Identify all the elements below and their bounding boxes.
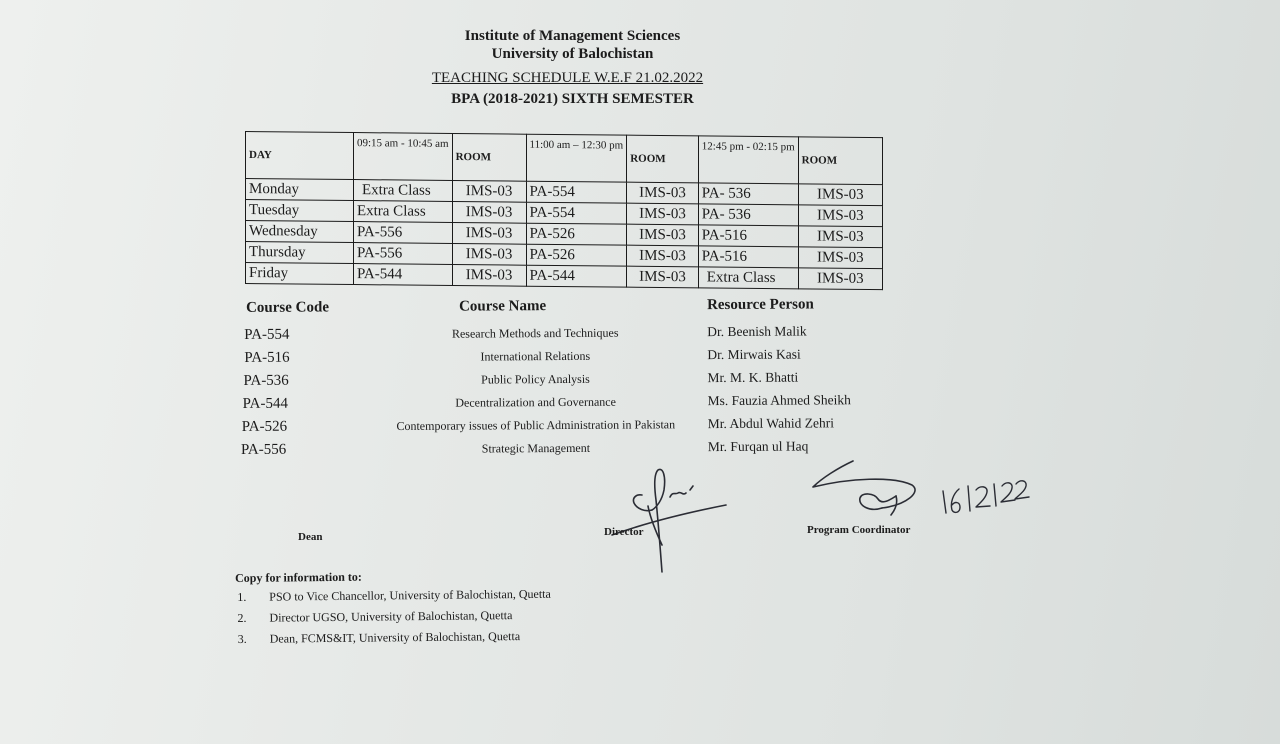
resource-person: Mr. Furqan ul Haq — [707, 438, 809, 455]
slot-cell: PA-544 — [526, 265, 627, 287]
day-cell: Friday — [246, 263, 354, 285]
course-code: PA-516 — [244, 349, 290, 366]
course-code: PA-526 — [241, 418, 288, 435]
copy-item — [236, 628, 596, 653]
slot-cell: PA-556 — [353, 243, 452, 265]
header-room-1: ROOM — [452, 133, 526, 181]
resource-person: Ms. Fauzia Ahmed Sheikh — [707, 392, 851, 409]
course-name: Strategic Management — [481, 440, 591, 456]
course-row — [235, 369, 895, 395]
copy-item-text: PSO to Vice Chancellor, University of Balochistan, Quetta — [269, 586, 551, 604]
room-cell: IMS-03 — [798, 184, 882, 206]
copy-item-text: Director UGSO, University of Balochistan, Quetta — [269, 608, 513, 625]
course-code: PA-536 — [243, 372, 289, 389]
copy-item-text: Dean, FCMS&IT, University of Balochistan, Quetta — [269, 629, 521, 646]
day-cell: Monday — [246, 179, 354, 201]
course-row — [236, 392, 896, 418]
schedule-title: TEACHING SCHEDULE W.E.F 21.02.2022 — [431, 70, 704, 86]
university-name: University of Balochistan — [491, 46, 654, 62]
course-code: PA-554 — [244, 326, 290, 343]
slot-cell: PA-526 — [526, 223, 627, 245]
room-cell: IMS-03 — [452, 243, 526, 265]
header-room-2: ROOM — [627, 135, 699, 183]
room-cell: IMS-03 — [452, 201, 526, 223]
coordinator-signature-icon — [813, 461, 915, 515]
room-cell: IMS-03 — [798, 226, 882, 248]
day-cell: Thursday — [246, 242, 354, 264]
day-cell: Tuesday — [246, 200, 354, 222]
room-cell: IMS-03 — [452, 264, 526, 286]
course-name: Research Methods and Techniques — [451, 325, 619, 341]
dean-label: Dean — [298, 531, 323, 543]
course-name: Decentralization and Governance — [455, 394, 616, 410]
copy-distribution — [235, 567, 596, 653]
course-row — [235, 323, 895, 349]
slot-cell: PA-554 — [526, 202, 627, 224]
schedule-table — [245, 131, 883, 290]
header-day: DAY — [246, 132, 354, 180]
handwritten-date-icon — [943, 481, 1029, 513]
header-room-3: ROOM — [798, 137, 882, 185]
course-row — [236, 438, 896, 464]
resource-person: Dr. Beenish Malik — [707, 323, 807, 340]
course-name: Public Policy Analysis — [481, 371, 590, 387]
director-signature-icon — [612, 469, 726, 572]
slot-cell: PA-516 — [698, 225, 798, 247]
slot-cell: PA- 536 — [698, 183, 798, 205]
room-cell: IMS-03 — [798, 247, 882, 269]
room-cell: IMS-03 — [452, 180, 526, 202]
course-row — [236, 415, 896, 441]
course-code-heading: Course Code — [245, 299, 330, 316]
copy-item-number: 1. — [237, 589, 247, 604]
course-name: International Relations — [480, 348, 591, 364]
room-cell: IMS-03 — [798, 205, 882, 227]
resource-person-heading: Resource Person — [706, 296, 814, 314]
resource-person: Mr. M. K. Bhatti — [707, 369, 799, 386]
slot-cell: PA- 536 — [698, 204, 798, 226]
slot-cell: PA-516 — [698, 246, 798, 268]
room-cell: IMS-03 — [798, 268, 882, 290]
copy-item-number: 2. — [237, 610, 247, 625]
slot-cell: Extra Class — [698, 267, 798, 289]
resource-person: Dr. Mirwais Kasi — [707, 346, 801, 363]
slot-cell: Extra Class — [353, 180, 452, 202]
schedule-header-row — [246, 132, 883, 185]
slot-cell: PA-556 — [353, 222, 452, 244]
copy-title: Copy for information to: — [235, 569, 362, 585]
course-name: Contemporary issues of Public Administration in Pakistan — [396, 417, 676, 434]
slot-cell: PA-554 — [526, 181, 627, 203]
course-row — [235, 346, 895, 372]
room-cell: IMS-03 — [627, 245, 699, 267]
institute-name: Institute of Management Sciences — [464, 28, 681, 44]
course-code: PA-556 — [240, 441, 287, 458]
semester-title: BPA (2018-2021) SIXTH SEMESTER — [451, 91, 694, 107]
coordinator-label: Program Coordinator — [807, 524, 911, 536]
room-cell: IMS-03 — [627, 182, 699, 204]
resource-person: Mr. Abdul Wahid Zehri — [707, 415, 834, 432]
room-cell: IMS-03 — [452, 222, 526, 244]
day-cell: Wednesday — [246, 221, 354, 243]
room-cell: IMS-03 — [627, 266, 699, 288]
room-cell: IMS-03 — [627, 224, 699, 246]
slot-cell: PA-526 — [526, 244, 627, 266]
slot-cell: Extra Class — [353, 201, 452, 223]
course-code: PA-544 — [242, 395, 288, 412]
director-label: Director — [604, 526, 644, 538]
header-slot-3: 12:45 pm - 02:15 pm — [698, 136, 798, 184]
course-list — [235, 296, 895, 458]
header-slot-2: 11:00 am – 12:30 pm — [526, 134, 627, 182]
course-name-heading: Course Name — [458, 298, 547, 315]
header-slot-1: 09:15 am - 10:45 am — [353, 133, 452, 181]
slot-cell: PA-544 — [353, 264, 452, 286]
room-cell: IMS-03 — [627, 203, 699, 225]
copy-item-number: 3. — [237, 631, 247, 646]
